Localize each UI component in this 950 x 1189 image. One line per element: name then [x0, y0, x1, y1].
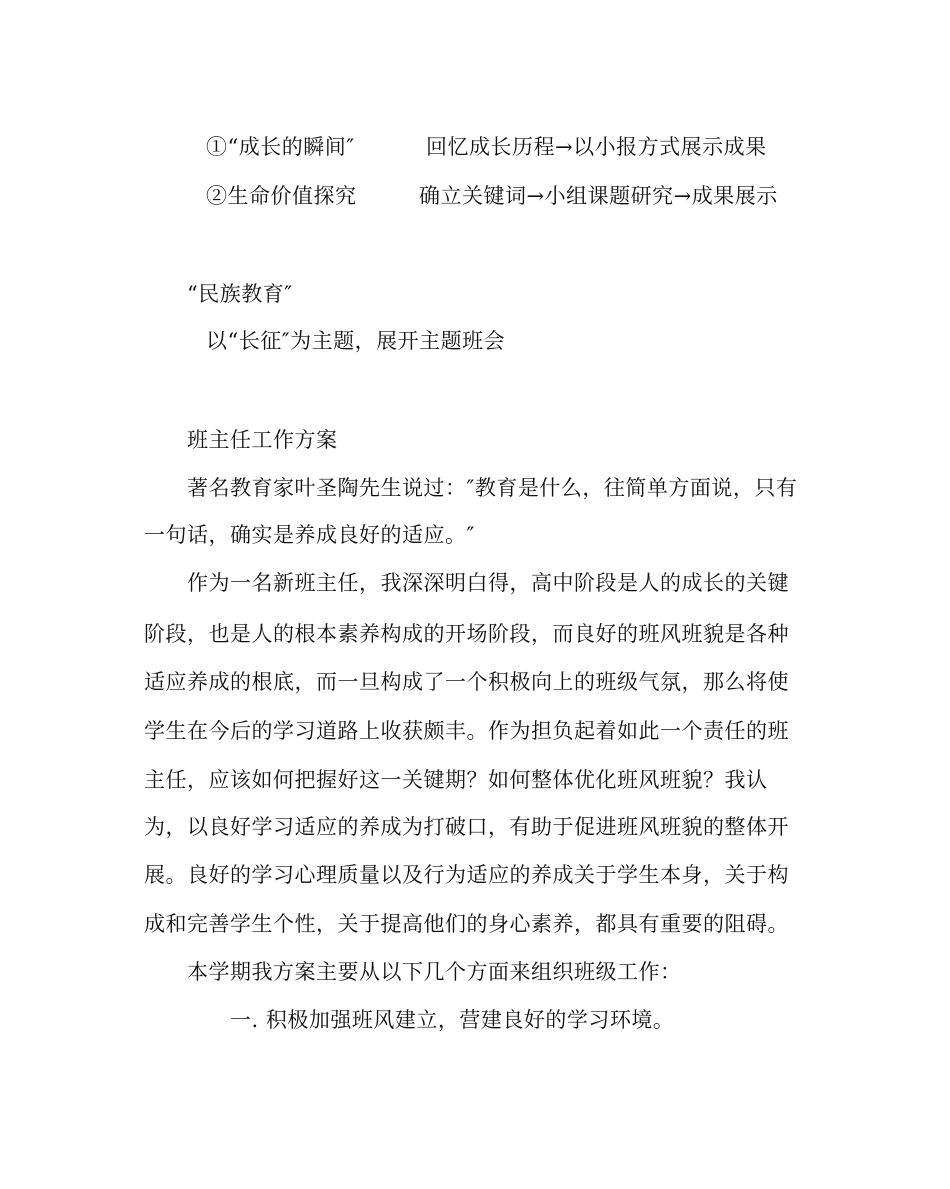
paragraph-line: 本学期我方案主要从以下几个方面来组织班级工作：	[187, 960, 682, 984]
activity-1-title: ①“成长的瞬间″	[206, 135, 355, 159]
ethnic-education-content: 以“长征″为主题，展开主题班会	[206, 329, 506, 353]
activity-1-steps: 回忆成长历程→以小报方式展示成果	[426, 135, 767, 159]
paragraph-line: 阶段，也是人的根本素养构成的开场阶段，而良好的班风班貌是各种	[144, 622, 789, 646]
paragraph-line: 著名教育家叶圣陶先生说过：″教育是什么，往简单方面说，只有	[187, 476, 798, 500]
paragraph-line: 一句话，确实是养成良好的适应。″	[144, 523, 475, 547]
plan-title: 班主任工作方案	[187, 428, 338, 452]
paragraph-line: 学生在今后的学习道路上收获颇丰。作为担负起着如此一个责任的班	[144, 719, 789, 743]
paragraph-line: 为，以良好学习适应的养成为打破口，有助于促进班风班貌的整体开	[144, 815, 789, 839]
paragraph-line: 适应养成的根底，而一旦构成了一个积极向上的班级气氛，那么将使	[144, 670, 789, 694]
section-heading-1: 一. 积极加强班风建立，营建良好的学习环境。	[230, 1008, 675, 1032]
paragraph-line: 展。良好的学习心理质量以及行为适应的养成关于学生本身，关于构	[144, 863, 789, 887]
activity-2-title: ②生命价值探究	[206, 184, 357, 208]
activity-2-steps: 确立关键词→小组课题研究→成果展示	[419, 184, 778, 208]
paragraph-line: 主任，应该如何把握好这一关键期？如何整体优化班风班貌？我认	[144, 768, 768, 792]
paragraph-line: 成和完善学生个性，关于提高他们的身心素养，都具有重要的阻碍。	[144, 912, 789, 936]
paragraph-line: 作为一名新班主任，我深深明白得，高中阶段是人的成长的关键	[187, 571, 789, 595]
ethnic-education-heading: “民族教育″	[187, 282, 293, 306]
